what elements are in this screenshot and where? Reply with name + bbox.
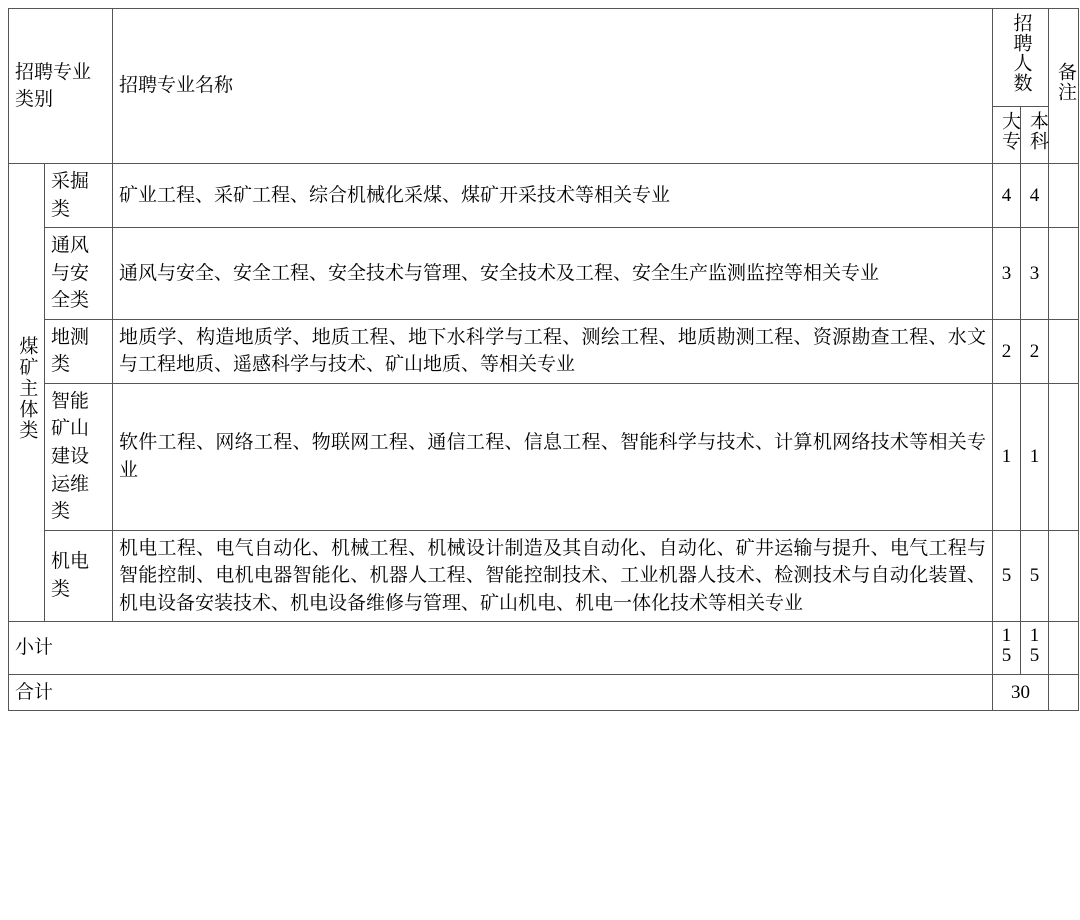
table-row <box>9 383 1079 530</box>
majors-cell: 通风与安全、安全工程、安全技术与管理、安全技术及工程、安全生产监测监控等相关专业 <box>113 228 993 320</box>
total-row <box>9 674 1079 711</box>
table-row <box>9 530 1079 622</box>
majors-cell: 机电工程、电气自动化、机械工程、机械设计制造及其自动化、自动化、矿井运输与提升、电气工程与智能控制、电机电器智能化、机器人工程、智能控制技术、工业机器人技术、检测技术与自动化装置、机电设备安装技术、机电设备维修与管理、矿山机电、机电一体化技术等相关专业 <box>113 530 993 622</box>
note-cell <box>1049 228 1079 320</box>
main-category-cell <box>9 164 45 622</box>
subtotal-bachelor <box>1021 622 1049 674</box>
sub-category-cell: 地测类 <box>45 319 113 383</box>
total-note <box>1049 674 1079 711</box>
note-cell <box>1049 319 1079 383</box>
sub-category-cell: 智能矿山建设运维类 <box>45 383 113 530</box>
bachelor-count-cell <box>1021 530 1049 622</box>
bachelor-count-cell: 4 <box>1021 164 1049 228</box>
college-count-cell: 1 <box>993 383 1021 530</box>
bachelor-count-cell: 2 <box>1021 319 1049 383</box>
subtotal-row <box>9 622 1079 674</box>
header-college-label: 大专 <box>998 110 1020 151</box>
majors-cell: 地质学、构造地质学、地质工程、地下水科学与工程、测绘工程、地质勘测工程、资源勘查工程、水文与工程地质、遥感科学与技术、矿山地质、等相关专业 <box>113 319 993 383</box>
header-note <box>1049 9 1079 164</box>
sub-category-cell: 通风与安全类 <box>45 228 113 320</box>
college-count-cell: 3 <box>993 228 1021 320</box>
subtotal-bachelor-value: 15 <box>1029 625 1040 667</box>
bachelor-count-cell: 3 <box>1021 228 1049 320</box>
header-headcount-label: 招聘人数 <box>1010 13 1032 93</box>
header-bachelor-label: 本科 <box>1026 110 1048 151</box>
table-row <box>9 319 1079 383</box>
college-count-value: 5 <box>1001 565 1012 587</box>
header-major-name: 招聘专业名称 <box>113 9 993 164</box>
college-count-cell <box>993 530 1021 622</box>
subtotal-note <box>1049 622 1079 674</box>
majors-cell: 软件工程、网络工程、物联网工程、通信工程、信息工程、智能科学与技术、计算机网络技术等相关专业 <box>113 383 993 530</box>
main-category-label: 煤矿主体类 <box>16 335 38 441</box>
header-headcount <box>993 9 1049 107</box>
table-row <box>9 164 1079 228</box>
bachelor-count-value: 5 <box>1029 565 1040 587</box>
header-note-label: 备注 <box>1054 61 1076 102</box>
note-cell <box>1049 164 1079 228</box>
majors-cell: 矿业工程、采矿工程、综合机械化采煤、煤矿开采技术等相关专业 <box>113 164 993 228</box>
recruitment-table <box>8 8 1079 711</box>
total-label: 合计 <box>9 674 993 711</box>
college-count-cell: 2 <box>993 319 1021 383</box>
table-header-row-1 <box>9 9 1079 107</box>
subtotal-label: 小计 <box>9 622 993 674</box>
bachelor-count-cell: 1 <box>1021 383 1049 530</box>
note-cell <box>1049 383 1079 530</box>
header-category: 招聘专业类别 <box>9 9 113 164</box>
college-count-cell: 4 <box>993 164 1021 228</box>
total-value: 30 <box>993 674 1049 711</box>
header-college <box>993 106 1021 164</box>
sub-category-cell: 采掘类 <box>45 164 113 228</box>
subtotal-college <box>993 622 1021 674</box>
sub-category-cell: 机电类 <box>45 530 113 622</box>
header-bachelor <box>1021 106 1049 164</box>
subtotal-college-value: 15 <box>1001 625 1012 667</box>
note-cell <box>1049 530 1079 622</box>
table-row <box>9 228 1079 320</box>
